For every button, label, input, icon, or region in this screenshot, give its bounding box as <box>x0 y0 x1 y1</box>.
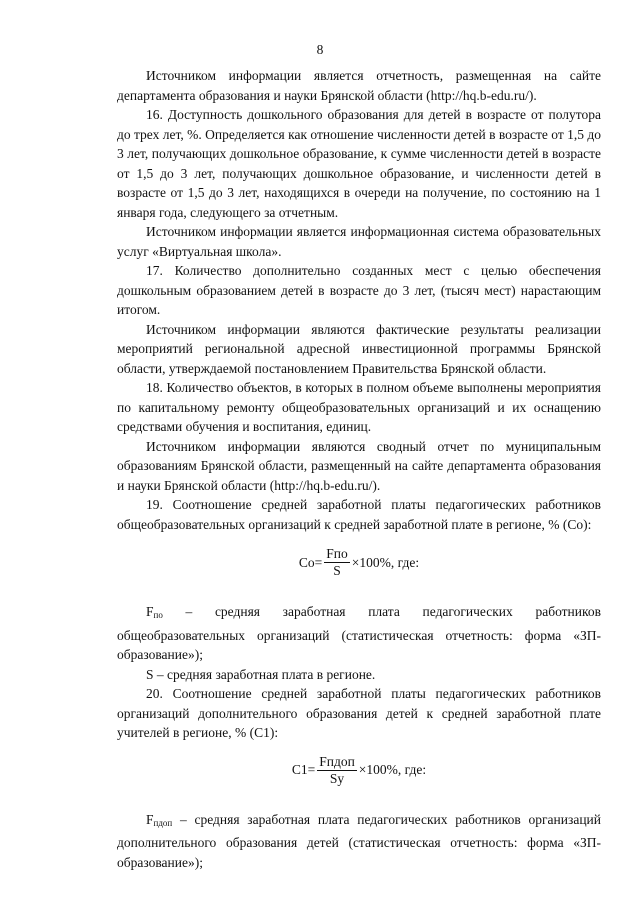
paragraph: 16. Доступность дошкольного образования для детей в возрасте от полутора до трех лет, %. Определяется как отношение численности детей в возрасте от 1,5 до 3 лет, получающих дошкольное образование, к сумме численности детей в возрасте от 1,5 до 3 лет, получающих дошкольное образование, и численности детей в возрасте от 1,5 до 3 лет, находящихся в очереди на получение, по состоянию на 1 января года, следующего за отчетным. <box>117 107 601 220</box>
paragraph: 20. Соотношение средней заработной платы педагогических работников организаций дополнительного образования детей к средней заработной плате учителей в регионе, % (C1): <box>117 686 601 740</box>
paragraph: 18. Количество объектов, в которых в полном объеме выполнены мероприятия по капитальному ремонту общеобразовательных организаций и их оснащению средствами обучения и воспитания, единиц. <box>117 380 601 434</box>
page-number: 8 <box>316 42 324 57</box>
variable-definition: – средняя заработная плата педагогических работников организаций дополнительного образования детей (статистическая отчетность: форма «ЗП-образование»); <box>117 811 601 870</box>
paragraph-variable-definition <box>117 810 601 873</box>
page-body <box>117 66 601 872</box>
formula-numerator: Fпдоп <box>319 753 355 769</box>
paragraph: 19. Соотношение средней заработной платы педагогических работников общеобразовательных организаций к средней заработной плате в регионе, % (Co): <box>117 497 601 532</box>
formula-rhs: ×100%, где: <box>358 762 427 778</box>
variable-symbol: F <box>146 604 154 619</box>
variable-symbol: F <box>146 811 154 827</box>
paragraph: 17. Количество дополнительно созданных мест с целью обеспечения дошкольным образованием детей в возрасте до 3 лет, (тысяч мест) нарастающим итогом. <box>117 263 601 317</box>
paragraph: S – средняя заработная плата в регионе. <box>146 666 376 682</box>
formula-lhs: Co= <box>298 554 323 570</box>
paragraph-variable-definition <box>117 602 601 665</box>
formula-co <box>117 547 601 578</box>
formula-denominator: S <box>333 563 341 578</box>
formula-lhs: C1= <box>291 762 316 778</box>
formula-fraction <box>317 755 357 786</box>
variable-definition: – средняя заработная плата педагогических работников общеобразовательных организаций (статистическая отчетность: форма «ЗП-образование»); <box>117 604 601 662</box>
formula-numerator: Fпо <box>326 546 348 561</box>
variable-subscript: по <box>153 610 163 620</box>
formula-rhs: ×100%, где: <box>351 554 420 570</box>
paragraph: Источником информации является отчетность, размещенная на сайте департамента образования и науки Брянской области (http://hq.b-edu.ru/). <box>117 68 601 103</box>
paragraph: Источником информации являются сводный отчет по муниципальным образованиям Брянской области, размещенный на сайте департамента образования и науки Брянской области (http://hq.b-edu.ru/). <box>117 438 601 493</box>
paragraph: Источником информации являются фактические результаты реализации мероприятий региональной адресной инвестиционной программы Брянской области, утверждаемой постановлением Правительства Брянской области. <box>117 321 601 376</box>
paragraph: Источником информации является информационная система образовательных услуг «Виртуальная школа». <box>117 224 601 259</box>
variable-subscript: пдоп <box>153 817 173 828</box>
formula-c1 <box>117 755 601 786</box>
formula-denominator: Sy <box>329 770 345 786</box>
formula-fraction <box>324 547 349 578</box>
